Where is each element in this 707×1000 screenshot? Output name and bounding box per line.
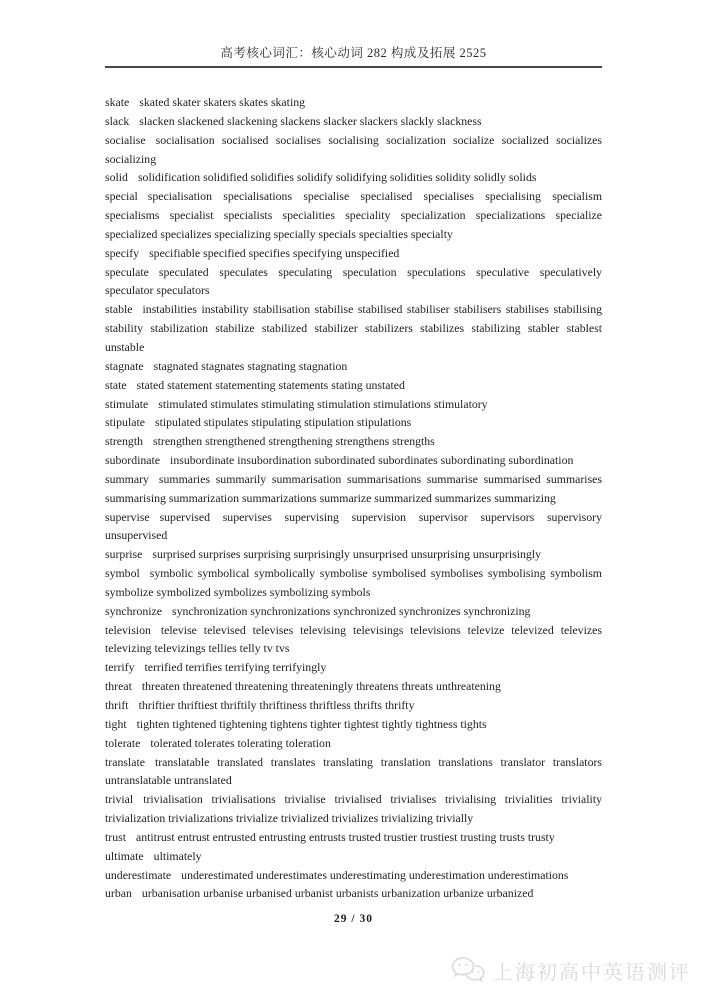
headword: special — [105, 189, 138, 204]
word-forms: synchronization synchronizations synchronized synchronizes synchronizing — [172, 603, 531, 618]
word-entry — [105, 715, 602, 734]
header-rule — [105, 66, 602, 68]
word-entry — [105, 93, 602, 112]
word-entry — [105, 884, 602, 903]
headword: surprise — [105, 547, 143, 562]
watermark — [449, 955, 691, 985]
headword: strength — [105, 434, 144, 449]
word-entry — [105, 866, 602, 885]
word-entry — [105, 395, 602, 414]
word-entry — [105, 300, 602, 357]
word-forms: terrified terrifies terrifying terrifyingly — [144, 660, 327, 675]
word-forms: antitrust entrust entrusted entrusting entrusts trusted trustier trustiest trusting trusts trusty — [135, 829, 555, 844]
word-entry — [105, 357, 602, 376]
headword: tolerate — [105, 735, 141, 750]
word-forms: underestimated underestimates underestimating underestimation underestimations — [181, 867, 569, 882]
wechat-logo-icon — [449, 955, 487, 985]
word-entry — [105, 696, 602, 715]
headword: synchronize — [105, 603, 162, 618]
word-forms: solidification solidified solidifies solidify solidifying solidities solidity solidly solids — [137, 170, 537, 185]
word-forms: instabilities instability stabilisation stabilise stabilised stabiliser stabilisers stabilises stabilising stability stabilization stabilize stabilized stabilizer stabilizers stabilizes stabilizing stabler stablest unstable — [105, 302, 602, 354]
word-entry — [105, 621, 602, 659]
word-forms: urbanisation urbanise urbanised urbanist urbanists urbanization urbanize urbanized — [141, 886, 534, 901]
headword: threat — [105, 679, 132, 694]
word-forms: stagnated stagnates stagnating stagnation — [153, 358, 348, 373]
headword: symbol — [105, 566, 140, 581]
headword: stimulate — [105, 396, 149, 411]
word-entry — [105, 432, 602, 451]
word-forms: symbolic symbolical symbolically symbolise symbolised symbolises symbolising symbolism symbolize symbolized symbolizes symbolizing symbols — [105, 566, 602, 599]
watermark-text: 上海初高中英语测评 — [493, 961, 691, 984]
word-entry — [105, 376, 602, 395]
word-entry — [105, 244, 602, 263]
word-entry — [105, 451, 602, 470]
word-entry — [105, 828, 602, 847]
headword: slack — [105, 113, 130, 128]
word-entry — [105, 734, 602, 753]
headword: ultimate — [105, 848, 144, 863]
headword: terrify — [105, 660, 135, 675]
header-title: 高考核心词汇：核心动词 282 构成及拓展 2525 — [220, 46, 487, 60]
word-forms: specifiable specified specifies specifying unspecified — [149, 245, 400, 260]
headword: stable — [105, 302, 133, 317]
word-forms: ultimately — [153, 848, 202, 863]
word-entry — [105, 602, 602, 621]
word-forms: stipulated stipulates stipulating stipulation stipulations — [154, 415, 412, 430]
word-entry — [105, 545, 602, 564]
word-entry — [105, 753, 602, 791]
word-forms: skated skater skaters skates skating — [139, 95, 306, 109]
word-forms: summaries summarily summarisation summarisations summarise summarised summarises summarising summarization summarizations summarize summarized summarizes summarizing — [105, 471, 602, 505]
headword: socialise — [105, 132, 146, 147]
word-forms: slacken slackened slackening slackens slacker slackers slackly slackness — [139, 113, 482, 128]
word-forms: televise televised televises televising televisings televisions televize televized televizes televizing televizings tellies telly tv tvs — [105, 622, 602, 656]
word-forms: trivialisation trivialisations trivialise trivialised trivialises trivialising trivialities triviality trivialization trivializations trivialize trivialized trivializes trivializing trivially — [105, 792, 602, 826]
headword: skate — [105, 95, 130, 109]
headword: trust — [105, 829, 126, 844]
word-entry — [105, 187, 602, 244]
word-entry — [105, 131, 602, 169]
headword: specify — [105, 245, 140, 260]
headword: state — [105, 377, 127, 392]
word-forms: strengthen strengthened strengthening strengthens strengths — [153, 434, 435, 449]
page-header — [105, 0, 602, 68]
word-forms: tolerated tolerates tolerating toleration — [150, 735, 331, 750]
word-forms: stimulated stimulates stimulating stimulation stimulations stimulatory — [158, 396, 488, 411]
word-forms: insubordinate insubordination subordinated subordinates subordinating subordination — [170, 453, 574, 468]
word-entry — [105, 790, 602, 828]
word-list — [105, 93, 602, 903]
headword: thrift — [105, 698, 129, 712]
word-entry — [105, 470, 602, 508]
headword: speculate — [105, 264, 149, 279]
headword: stipulate — [105, 415, 145, 430]
headword: underestimate — [105, 867, 172, 882]
word-forms: speculated speculates speculating speculation speculations speculative speculatively speculator speculators — [105, 264, 602, 298]
headword: tight — [105, 716, 127, 731]
headword: trivial — [105, 792, 134, 807]
headword: translate — [105, 754, 145, 769]
headword: subordinate — [105, 453, 161, 468]
headword: solid — [105, 170, 128, 185]
word-entry — [105, 263, 602, 301]
word-forms: specialisation specialisations specialise specialised specialises specialising specialism specialisms specialist specialists specialities speciality specialization specializations specialize specialized specializes specializing specially specials specialties specialty — [105, 189, 602, 241]
page-number: 29 / 30 — [334, 913, 373, 925]
word-entry — [105, 112, 602, 131]
word-forms: surprised surprises surprising surprisingly unsurprised unsurprising unsurprisingly — [152, 547, 541, 562]
word-entry — [105, 658, 602, 677]
word-entry — [105, 508, 602, 546]
word-forms: threaten threatened threatening threateningly threatens threats unthreatening — [141, 679, 501, 694]
word-forms: socialisation socialised socialises socialising socialization socialize socialized socializes socializing — [105, 132, 602, 166]
word-entry — [105, 413, 602, 432]
word-entry — [105, 168, 602, 187]
word-forms: supervised supervises supervising supervision supervisor supervisors supervisory unsupervised — [105, 509, 602, 543]
word-forms: stated statement statementing statements stating unstated — [136, 377, 405, 392]
headword: stagnate — [105, 358, 144, 373]
headword: urban — [105, 886, 132, 901]
word-forms: translatable translated translates translating translation translations translator translators untranslatable untranslated — [105, 754, 602, 788]
word-entry — [105, 564, 602, 602]
headword: supervise — [105, 509, 150, 524]
word-entry — [105, 677, 602, 696]
headword: television — [105, 622, 151, 637]
word-forms: tighten tightened tightening tightens tighter tightest tightly tightness tights — [136, 716, 487, 731]
word-forms: thriftier thriftiest thriftily thriftiness thriftless thrifts thrifty — [138, 698, 415, 712]
word-entry — [105, 847, 602, 866]
headword: summary — [105, 471, 149, 486]
